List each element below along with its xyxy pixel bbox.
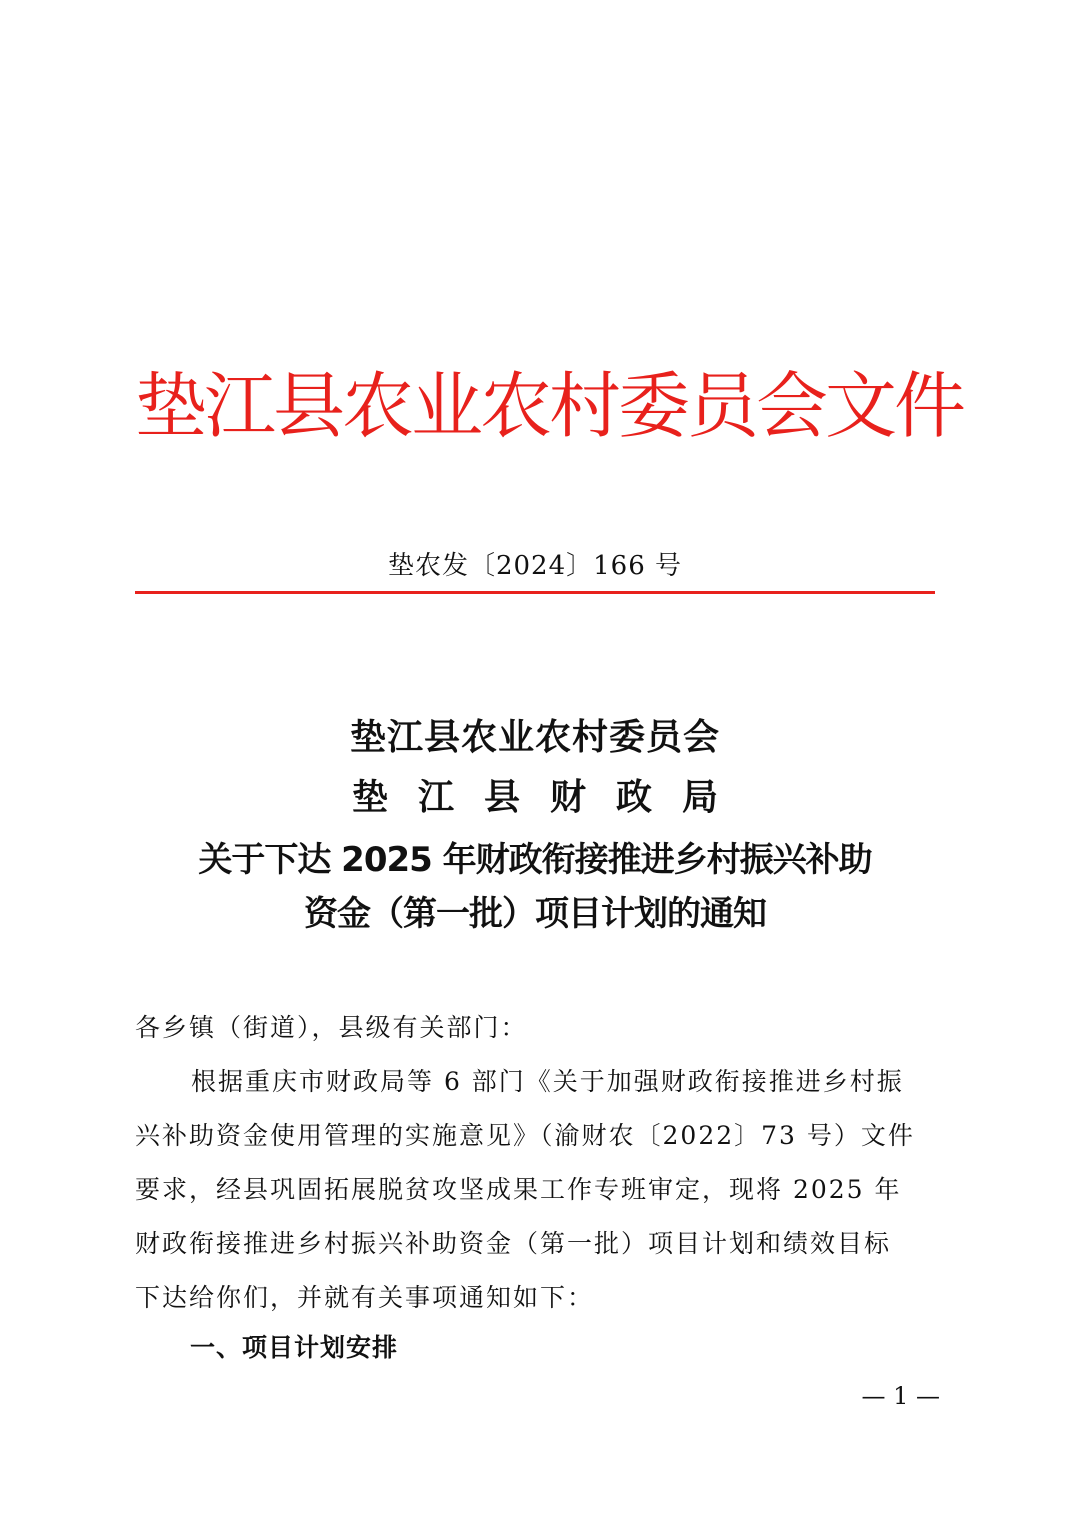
paragraph-line: 要求，经县巩固拓展脱贫攻坚成果工作专班审定，现将 2025 年	[135, 1175, 902, 1204]
paragraph-line: 根据重庆市财政局等 6 部门《关于加强财政衔接推进乡村振	[191, 1067, 904, 1096]
issuer-finance-bureau: 垫江县财政局	[351, 777, 748, 818]
paragraph-line: 兴补助资金使用管理的实施意见》（渝财农〔2022〕73 号）文件	[135, 1121, 915, 1150]
document-number: 垫农发〔2024〕166 号	[387, 551, 683, 581]
masthead-title: 垫江县农业农村委员会文件	[135, 364, 964, 448]
salutation: 各乡镇（街道），县级有关部门：	[135, 1013, 528, 1042]
red-separator-line	[135, 591, 935, 594]
issuer-agriculture-committee: 垫江县农业农村委员会	[349, 717, 720, 758]
paragraph-line: 财政衔接推进乡村振兴补助资金（第一批）项目计划和绩效目标	[135, 1229, 892, 1258]
paragraph-line: 下达给你们，并就有关事项通知如下：	[135, 1283, 595, 1312]
document-title-line-2: 资金（第一批）项目计划的通知	[304, 894, 766, 934]
document-title-line-1: 关于下达 2025 年财政衔接推进乡村振兴补助	[198, 840, 872, 880]
section-heading: 一、项目计划安排	[190, 1333, 399, 1362]
page-number: — 1 —	[861, 1382, 940, 1410]
